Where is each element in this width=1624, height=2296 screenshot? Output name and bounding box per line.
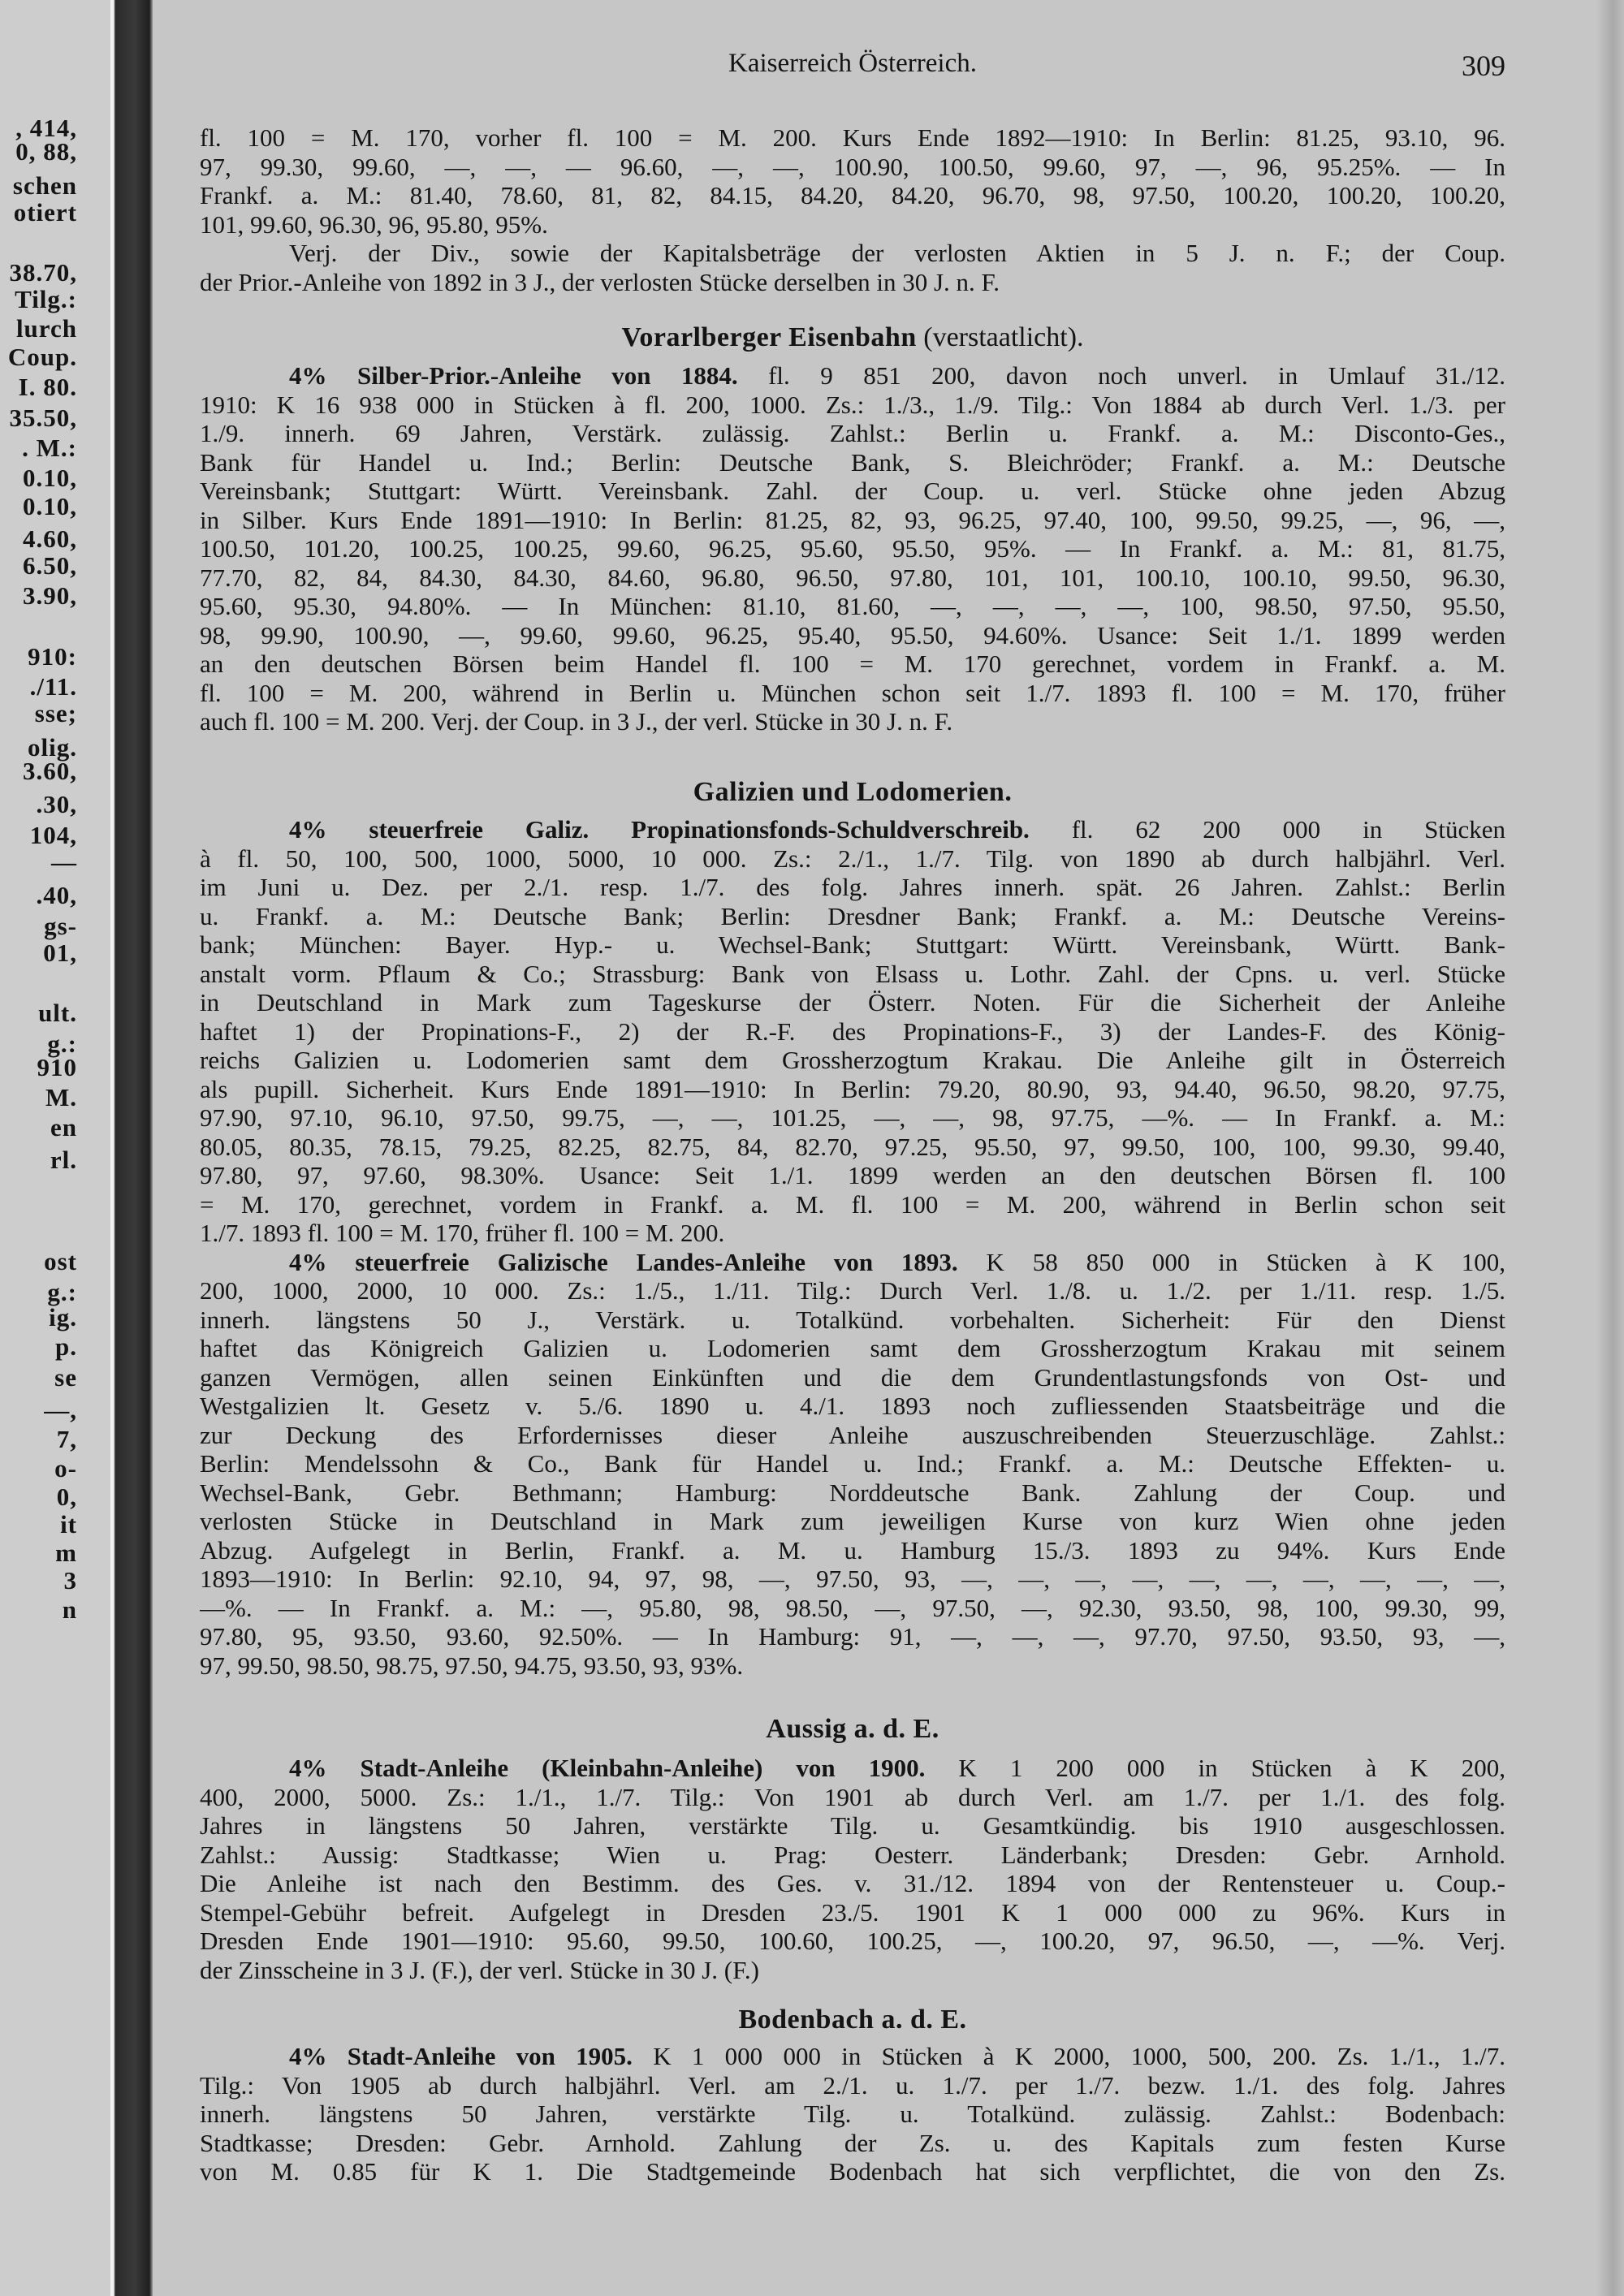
text-line [200,2129,1505,2158]
facing-page-fragment: g.: [47,1278,77,1306]
line-text: Berlin: Mendelssohn & Co., Bank für Handel u. Ind.; Frankf. a. M.: Deutsche Effekten- u. [200,1449,1505,1478]
page-number: 309 [1462,50,1505,82]
text-line [200,1219,1505,1248]
paragraph [200,239,1505,296]
text-line [200,391,1505,420]
text-line [200,873,1505,902]
text-line [200,1651,1505,1681]
text-line [200,1754,1505,1783]
text-line [200,988,1505,1017]
text-line [200,2100,1505,2129]
line-text: auch fl. 100 = M. 200. Verj. der Coup. in 3 J., der verl. Stücke in 30 J. n. F. [200,707,953,736]
text-line [200,361,1505,391]
facing-page-fragment: 3.60, [23,757,77,785]
line-text: Jahres in längstens 50 Jahren, verstärkte Tilg. u. Gesamtkündig. bis 1910 ausgeschlossen. [200,1811,1505,1840]
text-line [200,419,1505,448]
facing-page-fragment: m [55,1539,77,1567]
bond-title: 4% steuerfreie Galiz. Propinationsfonds-Schuldverschreib. [289,815,1030,844]
text-line [200,1898,1505,1927]
facing-page-fragment: 0.10, [23,492,77,520]
facing-page-fragment: p. [55,1332,77,1361]
line-text: anstalt vorm. Pflaum & Co.; Strassburg: Bank von Elsass u. Lothr. Zahl. der Cpns. u. verl. Stücke [200,959,1505,988]
page-edge-shadow [1596,0,1624,2296]
section-block [200,1754,1505,1984]
line-text: fl. 100 = M. 170, vorher fl. 100 = M. 200. Kurs Ende 1892—1910: In Berlin: 81.25, 93.10, 96. [200,123,1505,152]
section-heading-bold: Vorarlberger Eisenbahn [621,322,917,352]
line-text: 77.70, 82, 84, 84.30, 84.30, 84.60, 96.80, 96.50, 97.80, 101, 101, 100.10, 100.10, 99.50, 96.30, [200,563,1505,592]
text-line [200,153,1505,182]
line-text: Verj. der Div., sowie der Kapitalsbeträge der verlosten Aktien in 5 J. n. F.; der Coup. [289,239,1505,267]
facing-page-fragment: . M.: [22,434,77,462]
facing-page-fragment: ult. [38,999,77,1027]
line-text: von M. 0.85 für K 1. Die Stadtgemeinde Bodenbach hat sich verpflichtet, die von den Zs. [200,2157,1505,2186]
running-title: Kaiserreich Österreich. [728,49,977,78]
line-text: in Silber. Kurs Ende 1891—1910: In Berlin: 81.25, 82, 93, 96.25, 97.40, 100, 99.50, 99.25, —, 96, —, [200,505,1505,534]
facing-page-fragment: I. 80. [18,373,77,401]
section-heading [200,1715,1505,1744]
facing-page-fragment: ig. [49,1303,77,1331]
facing-page-fragment: ost [44,1247,77,1275]
text-line [200,815,1505,844]
text-line [200,1363,1505,1392]
facing-page-fragment: 3 [63,1566,77,1595]
text-line [200,902,1505,931]
line-text: verlosten Stücke in Deutschland in Mark zum jeweiligen Kurse von kurz Wien ohne jeden [200,1507,1505,1535]
line-text: in Deutschland in Mark zum Tageskurse der Österr. Noten. Für die Sicherheit der Anleihe [200,988,1505,1016]
section-heading-note: (verstaatlicht). [916,322,1084,352]
line-text: 101, 99.60, 96.30, 96, 95.80, 95%. [200,209,548,239]
line-text: —%. — In Frankf. a. M.: —, 95.80, 98, 98.50, —, 97.50, —, 92.30, 93.50, 98, 100, 99.30, 99, [200,1593,1505,1622]
line-text: 200, 1000, 2000, 10 000. Zs.: 1./5., 1./11. Tilg.: Durch Verl. 1./8. u. 1./2. per 1./11. resp. 1./5. [200,1276,1505,1305]
line-text: K 1 200 000 in Stücken à K 200, [925,1754,1505,1782]
line-text: 98, 99.90, 100.90, —, 99.60, 99.60, 96.25, 95.40, 95.50, 94.60%. Usance: Seit 1./1. 1899 werden [200,620,1505,650]
facing-page-fragment: 01, [43,939,77,967]
facing-page-fragment: Coup. [7,343,77,371]
facing-page-fragment: 38.70, [9,258,77,287]
text-line [200,1811,1505,1841]
text-line [200,1421,1505,1450]
line-text: u. Frankf. a. M.: Deutsche Bank; Berlin: Dresdner Bank; Frankf. a. M.: Deutsche Vereins- [200,901,1505,930]
line-text: haftet 1) der Propinations-F., 2) der R.-F. des Propinations-F., 3) der Landes-F. des König- [200,1016,1505,1046]
paragraph [200,1754,1505,1984]
text-line [200,707,1505,736]
facing-page-fragment: g.: [47,1029,77,1058]
line-text: ganzen Vermögen, allen seinen Einkünften und die dem Grundentlastungsfonds von Ost- und [200,1362,1505,1392]
line-text: Dresden Ende 1901—1910: 95.60, 99.50, 100.60, 100.25, —, 100.20, 97, 96.50, —, —%. Verj. [200,1927,1505,1955]
text-line [200,1161,1505,1190]
facing-page-fragment: rl. [50,1146,77,1174]
line-text: Stempel-Gebühr befreit. Aufgelegt in Dresden 23./5. 1901 K 1 000 000 zu 96%. Kurs in [200,1897,1505,1927]
paragraph [200,361,1505,736]
section-heading-bold: Aussig a. d. E. [766,1714,939,1744]
facing-page-fragment: 4.60, [23,524,77,553]
line-text: der Prior.-Anleihe von 1892 in 3 J., der verlosten Stücke derselben in 30 J. n. F. [200,267,1000,296]
line-text: Westgalizien lt. Gesetz v. 5./6. 1890 u. 4./1. 1893 noch zufliessenden Staatsbeiträge und die [200,1392,1505,1420]
line-text: 1./7. 1893 fl. 100 = M. 170, früher fl. 100 = M. 200. [200,1219,725,1247]
text-line [200,1564,1505,1594]
line-text: fl. 9 851 200, davon noch unverl. in Umlauf 31./12. [737,361,1505,390]
line-text: Tilg.: Von 1905 ab durch halbjährl. Verl. am 2./1. u. 1./7. per 1./7. bezw. 1./1. des folg. Jahres [200,2070,1505,2100]
line-text: 400, 2000, 5000. Zs.: 1./1., 1./7. Tilg.: Von 1901 ab durch Verl. am 1./7. per 1./1. des folg. [200,1782,1505,1811]
facing-page-fragment: , 414, [15,114,77,142]
facing-page-fragment: olig. [28,733,77,762]
text-line [200,930,1505,960]
text-line [200,1392,1505,1421]
page-header [200,49,1505,84]
line-text: = M. 170, gerechnet, vordem in Frankf. a. M. fl. 100 = M. 200, während in Berlin schon seit [200,1189,1505,1219]
text-line [200,1248,1505,1277]
line-text: Die Anleihe ist nach den Bestimm. des Ges. v. 31./12. 1894 von der Rentensteuer u. Coup.- [200,1869,1505,1897]
text-line [200,1306,1505,1335]
line-text: 95.60, 95.30, 94.80%. — In München: 81.10, 81.60, —, —, —, —, 100, 98.50, 97.50, 95.50, [200,592,1505,620]
facing-page-fragment: lurch [15,314,77,343]
text-line [200,844,1505,874]
facing-page-fragment: Tilg.: [15,285,77,313]
line-text: Frankf. a. M.: 81.40, 78.60, 81, 82, 84.15, 84.20, 84.20, 96.70, 98, 97.50, 100.20, 100.20, 100.20, [200,181,1505,209]
paragraph [200,1248,1505,1681]
line-text: fl. 100 = M. 200, während in Berlin u. München schon seit 1./7. 1893 fl. 100 = M. 170, früher [200,678,1505,707]
section-heading [200,2005,1505,2035]
line-text: 97, 99.50, 98.50, 98.75, 97.50, 94.75, 93.50, 93, 93%. [200,1651,744,1680]
line-text: Abzug. Aufgelegt in Berlin, Frankf. a. M. u. Hamburg 15./3. 1893 zu 94%. Kurs Ende [200,1535,1505,1564]
text-line [200,2157,1505,2186]
text-line [200,1783,1505,1812]
text-line [200,268,1505,297]
facing-page-fragment: —, [44,1396,77,1424]
text-line [200,1190,1505,1219]
section-heading-bold: Bodenbach a. d. E. [738,2005,967,2035]
facing-page-fragment: 0.10, [23,464,77,492]
text-line [200,1507,1505,1536]
line-text: als pupill. Sicherheit. Kurs Ende 1891—1910: In Berlin: 79.20, 80.90, 93, 94.40, 96.50, 98.20, 97.75, [200,1074,1505,1103]
facing-page-fragment: schen [12,171,77,200]
text-line [200,506,1505,535]
line-text: Vereinsbank; Stuttgart: Württ. Vereinsbank. Zahl. der Coup. u. verl. Stücke ohne jeden Abzug [200,477,1505,505]
section-heading [200,323,1505,352]
facing-page-fragment: 7, [56,1425,77,1453]
line-text: innerh. längstens 50 J., Verstärk. u. Totalkünd. vorbehalten. Sicherheit: Für den Dienst [200,1305,1505,1334]
text-line [200,1594,1505,1623]
line-text: der Zinsscheine in 3 J. (F.), der verl. Stücke in 30 J. (F.) [200,1955,759,1984]
text-line [200,2042,1505,2071]
section-block [200,2042,1505,2186]
paragraph [200,815,1505,1248]
section-heading [200,778,1505,807]
line-text: innerh. längstens 50 Jahren, verstärkte Tilg. u. Totalkünd. zulässig. Zahlst.: Bodenbach: [200,2100,1505,2128]
text-line [200,1334,1505,1363]
line-text: 80.05, 80.35, 78.15, 79.25, 82.25, 82.75, 84, 82.70, 97.25, 95.50, 97, 99.50, 100, 100, 99.30, 99.40, [200,1132,1505,1161]
line-text: bank; München: Bayer. Hyp.- u. Wechsel-Bank; Stuttgart: Württ. Vereinsbank, Württ. Bank- [200,930,1505,959]
section-block [200,123,1505,296]
facing-page-fragment: otiert [13,198,77,227]
facing-page-fragment: gs- [44,912,77,940]
line-text: 1893—1910: In Berlin: 92.10, 94, 97, 98, —, 97.50, 93, —, —, —, —, —, —, —, —, —, —, [200,1564,1505,1593]
text-line [200,1075,1505,1104]
facing-page-fragment: 0, [56,1482,77,1511]
line-text: zur Deckung des Erfordernisses dieser Anleihe auszuschreibenden Steuerzuschläge. Zahlst.: [200,1420,1505,1449]
text-line [200,960,1505,989]
line-text: Bank für Handel u. Ind.; Berlin: Deutsche Bank, S. Bleichröder; Frankf. a. M.: Deutsche [200,447,1505,477]
text-line [200,1046,1505,1075]
text-line [200,1956,1505,1985]
text-line [200,563,1505,593]
section-block [200,361,1505,736]
facing-page-fragment: sse; [34,699,77,727]
paragraph [200,123,1505,239]
text-line [200,534,1505,563]
line-text: K 1 000 000 in Stücken à K 2000, 1000, 500, 200. Zs. 1./1., 1./7. [632,2042,1505,2070]
facing-page-fragment: 910 [37,1053,77,1081]
line-text: haftet das Königreich Galizien u. Lodomerien samt dem Grossherzogtum Krakau mit seinem [200,1334,1505,1362]
text-line [200,621,1505,650]
facing-page-fragment: .40, [36,881,77,909]
text-line [200,1622,1505,1651]
section-heading-bold: Galizien und Lodomerien. [693,777,1013,807]
facing-page-fragment: ./11. [29,672,77,701]
text-line [200,592,1505,621]
line-text: reichs Galizien u. Lodomerien samt dem Grossherzogtum Krakau. Die Anleihe gilt in Österreich [200,1046,1505,1074]
text-line [200,448,1505,477]
book-gutter [110,0,153,2296]
text-line [200,1841,1505,1870]
facing-page-fragment: en [50,1113,77,1142]
text-line [200,1869,1505,1898]
facing-page-fragment: 910: [28,642,77,671]
facing-page-fragment: 6.50, [23,551,77,580]
line-text: 97.80, 95, 93.50, 93.60, 92.50%. — In Hamburg: 91, —, —, —, 97.70, 97.50, 93.50, 93, —, [200,1622,1505,1651]
line-text: 97.80, 97, 97.60, 98.30%. Usance: Seit 1./1. 1899 werden an den deutschen Börsen fl. 100 [200,1161,1505,1189]
text-line [200,2071,1505,2100]
text-line [200,1927,1505,1956]
facing-page-fragment: it [60,1510,77,1539]
facing-page-fragment: 0, 88, [15,137,77,166]
text-line [200,1478,1505,1508]
line-text: 1./9. innerh. 69 Jahren, Verstärk. zulässig. Zahlst.: Berlin u. Frankf. a. M.: Disconto-Ges., [200,419,1505,447]
text-line [200,650,1505,679]
text-line [200,1276,1505,1306]
paragraph [200,2042,1505,2186]
text-line [200,679,1505,708]
section-block [200,815,1505,1680]
text-line [200,123,1505,153]
facing-page-fragment: .30, [36,790,77,818]
line-text: Zahlst.: Aussig: Stadtkasse; Wien u. Prag: Oesterr. Länderbank; Dresden: Gebr. Arnhold. [200,1840,1505,1869]
facing-page-fragment: o- [54,1454,77,1482]
text-line [200,1536,1505,1565]
line-text: 100.50, 101.20, 100.25, 100.25, 99.60, 96.25, 95.60, 95.50, 95%. — In Frankf. a. M.: 81, 81.75, [200,534,1505,563]
bond-title: 4% Stadt-Anleihe (Kleinbahn-Anleihe) von 1900. [289,1754,926,1782]
text-line [200,239,1505,268]
facing-page-fragment: 3.90, [23,581,77,610]
line-text: im Juni u. Dez. per 2./1. resp. 1./7. des folg. Jahres innerh. spät. 26 Jahren. Zahlst.: Berlin [200,873,1505,901]
facing-page-fragment: 104, [29,821,77,849]
line-text: à fl. 50, 100, 500, 1000, 5000, 10 000. Zs.: 2./1., 1./7. Tilg. von 1890 ab durch halbjährl. Verl. [200,844,1505,873]
text-line [200,181,1505,210]
text-line [200,1449,1505,1478]
text-line [200,1017,1505,1047]
facing-page-fragment: n [62,1595,77,1624]
text-line [200,210,1505,240]
line-text: 1910: K 16 938 000 in Stücken à fl. 200, 1000. Zs.: 1./3., 1./9. Tilg.: Von 1884 ab durch Verl. 1./3. per [200,390,1505,419]
text-line [200,477,1505,506]
line-text: Wechsel-Bank, Gebr. Bethmann; Hamburg: Norddeutsche Bank. Zahlung der Coup. und [200,1478,1505,1507]
line-text: 97.90, 97.10, 96.10, 97.50, 99.75, —, —, 101.25, —, —, 98, 97.75, —%. — In Frankf. a. M.: [200,1103,1505,1132]
line-text: an den deutschen Börsen beim Handel fl. 100 = M. 170 gerechnet, vordem in Frankf. a. M. [200,650,1505,678]
text-line [200,1103,1505,1133]
facing-page-fragment: — [51,848,77,876]
line-text: K 58 850 000 in Stücken à K 100, [957,1247,1505,1276]
facing-page-fragment: se [54,1363,77,1392]
bond-title: 4% steuerfreie Galizische Landes-Anleihe von 1893. [289,1247,958,1276]
line-text: 97, 99.30, 99.60, —, —, — 96.60, —, —, 100.90, 100.50, 99.60, 97, —, 96, 95.25%. — In [200,152,1505,181]
bond-title: 4% Silber-Prior.-Anleihe von 1884. [289,361,738,390]
line-text: fl. 62 200 000 in Stücken [1029,815,1505,844]
facing-page-fragment: M. [45,1083,77,1111]
text-line [200,1133,1505,1162]
facing-page-fragment: 35.50, [9,404,77,432]
bond-title: 4% Stadt-Anleihe von 1905. [289,2042,633,2070]
line-text: Stadtkasse; Dresden: Gebr. Arnhold. Zahlung der Zs. u. des Kapitals zum festen Kurse [200,2128,1505,2157]
